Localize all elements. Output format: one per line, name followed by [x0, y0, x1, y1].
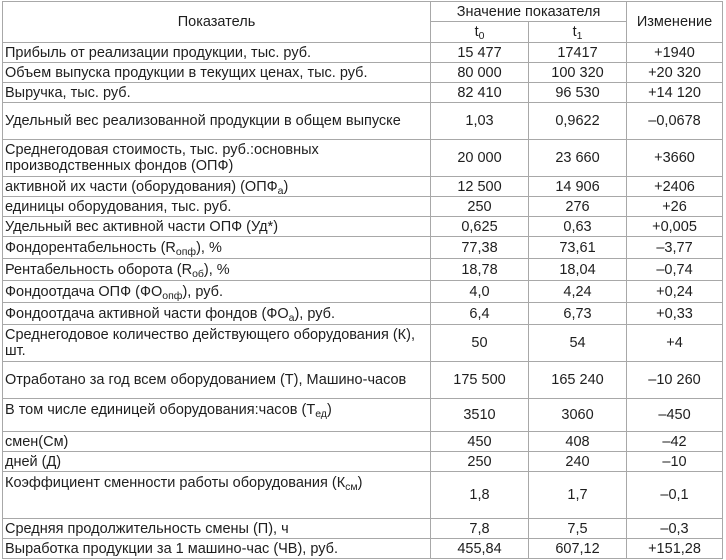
t1-value: 408 — [529, 432, 627, 452]
t1-value: 3060 — [529, 399, 627, 432]
row-label: Объем выпуска продукции в текущих ценах, тыс. руб. — [3, 63, 431, 83]
table-row — [3, 63, 723, 83]
change-value: +20 320 — [627, 63, 723, 83]
t0-value: 50 — [431, 325, 529, 362]
t0-value: 4,0 — [431, 281, 529, 303]
t0-value: 175 500 — [431, 362, 529, 399]
table-row — [3, 237, 723, 259]
change-value: +0,33 — [627, 303, 723, 325]
change-value: +3660 — [627, 140, 723, 177]
t0-value: 0,625 — [431, 217, 529, 237]
t1-value: 4,24 — [529, 281, 627, 303]
t0-value: 77,38 — [431, 237, 529, 259]
t1-value: 276 — [529, 197, 627, 217]
t1-value: 23 660 — [529, 140, 627, 177]
row-label: активной их части (оборудования) $(ОПФ_а)$ — [3, 177, 431, 197]
change-value: –10 260 — [627, 362, 723, 399]
t1-value: 607,12 — [529, 539, 627, 559]
t1-value: 240 — [529, 452, 627, 472]
row-label: Фондоотдача ОПФ $(ФО_{опф})$, руб. — [3, 281, 431, 303]
change-value: –3,77 — [627, 237, 723, 259]
table-row — [3, 259, 723, 281]
t1-value: 1,7 — [529, 472, 627, 519]
t1-value: 54 — [529, 325, 627, 362]
t0-header: $t_0$ — [431, 22, 529, 43]
table-row — [3, 281, 723, 303]
table-row — [3, 362, 723, 399]
table-row — [3, 217, 723, 237]
table-row — [3, 519, 723, 539]
t1-value: 165 240 — [529, 362, 627, 399]
change-value: –0,0678 — [627, 103, 723, 140]
t0-value: 80 000 — [431, 63, 529, 83]
table-row — [3, 43, 723, 63]
table-row — [3, 197, 723, 217]
t1-value: 100 320 — [529, 63, 627, 83]
header-row-1 — [3, 2, 723, 22]
row-label: Коэффициент сменности работы оборудования $(К_{см})$ — [3, 472, 431, 519]
change-value: +151,28 — [627, 539, 723, 559]
table-row — [3, 325, 723, 362]
t1-value: 96 530 — [529, 83, 627, 103]
change-value: –0,74 — [627, 259, 723, 281]
change-value: +0,24 — [627, 281, 723, 303]
t1-value: 73,61 — [529, 237, 627, 259]
row-label: В том числе единицей оборудования:часов $(Т_{ед})$ — [3, 399, 431, 432]
row-label: Прибыль от реализации продукции, тыс. руб. — [3, 43, 431, 63]
row-label: Отработано за год всем оборудованием (Т), Машино-часов — [3, 362, 431, 399]
change-value: +4 — [627, 325, 723, 362]
t0-value: 20 000 — [431, 140, 529, 177]
table-row — [3, 83, 723, 103]
table-row — [3, 399, 723, 432]
t0-value: 15 477 — [431, 43, 529, 63]
table-row — [3, 452, 723, 472]
row-label: Выработка продукции за 1 машино-час (ЧВ), руб. — [3, 539, 431, 559]
row-label: Рентабельность оборота $(R_{об})$, % — [3, 259, 431, 281]
t0-value: 1,8 — [431, 472, 529, 519]
t0-value: 250 — [431, 197, 529, 217]
t1-header: $t_1$ — [529, 22, 627, 43]
change-value: +1940 — [627, 43, 723, 63]
row-label: Удельный вес реализованной продукции в общем выпуске — [3, 103, 431, 140]
t1-value: 18,04 — [529, 259, 627, 281]
t0-value: 250 — [431, 452, 529, 472]
indicators-table — [2, 1, 723, 559]
row-label: Удельный вес активной части ОПФ (Уд*) — [3, 217, 431, 237]
row-label: Среднегодовое количество действующего оборудования (К), шт. — [3, 325, 431, 362]
change-value: –10 — [627, 452, 723, 472]
table-row — [3, 432, 723, 452]
row-label: смен(См) — [3, 432, 431, 452]
table-row — [3, 539, 723, 559]
t1-value: 0,63 — [529, 217, 627, 237]
row-label: Фондорентабельность $(R_{опф})$, % — [3, 237, 431, 259]
t0-value: 82 410 — [431, 83, 529, 103]
t1-value: 6,73 — [529, 303, 627, 325]
table-row — [3, 177, 723, 197]
t1-value: 17417 — [529, 43, 627, 63]
t0-value: 7,8 — [431, 519, 529, 539]
change-value: +26 — [627, 197, 723, 217]
table-row — [3, 303, 723, 325]
table-row — [3, 103, 723, 140]
t0-value: 455,84 — [431, 539, 529, 559]
t0-value: 18,78 — [431, 259, 529, 281]
change-header: Изменение — [627, 2, 723, 43]
table-row — [3, 472, 723, 519]
t1-value: 14 906 — [529, 177, 627, 197]
change-value: –450 — [627, 399, 723, 432]
change-value: +14 120 — [627, 83, 723, 103]
t1-value: 7,5 — [529, 519, 627, 539]
indicator-header: Показатель — [3, 2, 431, 43]
t0-value: 1,03 — [431, 103, 529, 140]
row-label: Среднегодовая стоимость, тыс. руб.:основных производственных фондов (ОПФ) — [3, 140, 431, 177]
t0-value: 3510 — [431, 399, 529, 432]
row-label: единицы оборудования, тыс. руб. — [3, 197, 431, 217]
row-label: Средняя продолжительность смены (П), ч — [3, 519, 431, 539]
table-row — [3, 140, 723, 177]
t0-value: 450 — [431, 432, 529, 452]
change-value: +0,005 — [627, 217, 723, 237]
row-label: Выручка, тыс. руб. — [3, 83, 431, 103]
t0-value: 6,4 — [431, 303, 529, 325]
row-label: дней (Д) — [3, 452, 431, 472]
change-value: –0,1 — [627, 472, 723, 519]
row-label: Фондоотдача активной части фондов $(ФО_а)$, руб. — [3, 303, 431, 325]
change-value: +2406 — [627, 177, 723, 197]
t1-value: 0,9622 — [529, 103, 627, 140]
t0-value: 12 500 — [431, 177, 529, 197]
change-value: –0,3 — [627, 519, 723, 539]
value-group-header: Значение показателя — [431, 2, 627, 22]
change-value: –42 — [627, 432, 723, 452]
